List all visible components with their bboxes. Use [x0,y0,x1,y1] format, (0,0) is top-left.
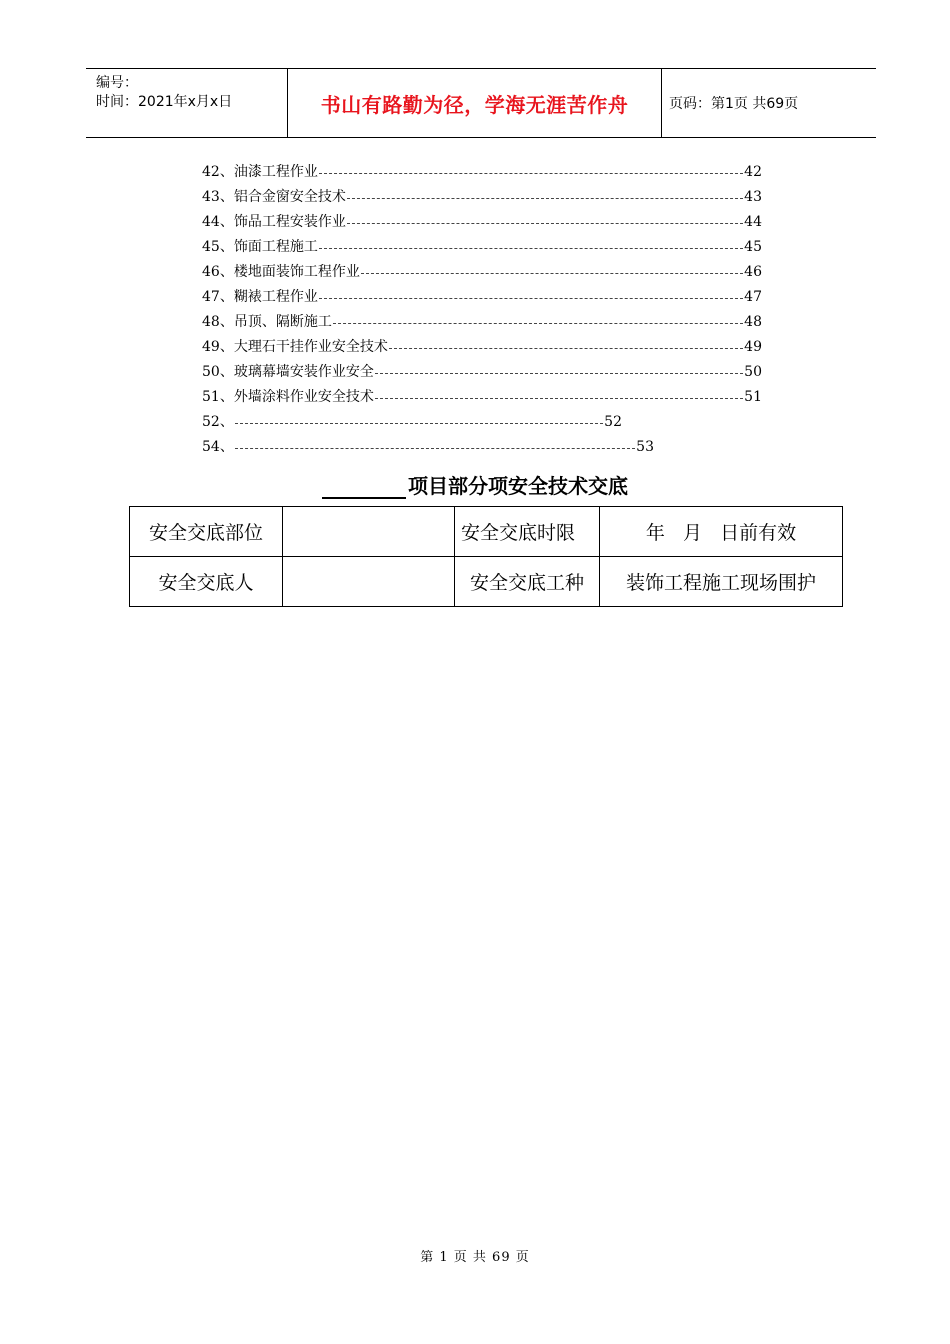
toc-title: 50、玻璃幕墙安装作业安全 [202,364,374,380]
toc-page: 50 [744,364,762,380]
toc-title: 42、油漆工程作业 [202,164,318,180]
toc-leader [319,248,743,249]
toc-title: 43、铝合金窗安全技术 [202,189,346,205]
project-name-blank [322,477,406,499]
toc-leader [333,323,743,324]
toc-page: 45 [744,239,762,255]
toc-page: 49 [744,339,762,355]
toc-title: 51、外墙涂料作业安全技术 [202,389,374,405]
toc-leader [319,298,743,299]
table-cell: 安全交底人 [130,557,283,607]
toc-leader [375,373,743,374]
toc-item [202,435,654,460]
toc-item [202,360,762,385]
toc-leader [375,398,743,399]
table-cell [283,557,455,607]
table-row [130,507,843,557]
table-of-contents [202,160,762,460]
toc-item [202,210,762,235]
toc-item [202,185,762,210]
table-cell: 年 月 日前有效 [600,507,843,557]
page-header [86,68,876,138]
toc-leader [347,198,743,199]
page-footer: 第 1 页 共 69 页 [420,1250,530,1265]
table-cell: 安全交底工种 [455,557,600,607]
toc-page: 43 [744,189,762,205]
toc-leader [319,173,743,174]
header-page-info: 页码：第1页 共69页 [669,96,799,112]
toc-leader [361,273,743,274]
section-title-text: 项目部分项安全技术交底 [408,474,628,498]
toc-page: 52 [604,414,622,430]
toc-item [202,260,762,285]
toc-leader [235,448,635,449]
toc-title: 48、吊顶、隔断施工 [202,314,332,330]
toc-title: 44、饰品工程安装作业 [202,214,346,230]
toc-page: 47 [744,289,762,305]
toc-leader [347,223,743,224]
table-cell [283,507,455,557]
toc-title: 52、 [202,414,234,430]
toc-page: 42 [744,164,762,180]
table-cell: 装饰工程施工现场围护 [600,557,843,607]
toc-item [202,235,762,260]
toc-title: 49、大理石干挂作业安全技术 [202,339,388,355]
toc-item [202,335,762,360]
toc-page: 44 [744,214,762,230]
table-cell: 安全交底部位 [130,507,283,557]
toc-item [202,310,762,335]
toc-page: 46 [744,264,762,280]
disclosure-info-table [129,506,843,607]
toc-item [202,160,762,185]
toc-page: 48 [744,314,762,330]
header-motto: 书山有路勤为径，学海无涯苦作舟 [287,69,662,137]
toc-leader [389,348,743,349]
toc-title: 47、糊裱工程作业 [202,289,318,305]
toc-page: 53 [636,439,654,455]
toc-item [202,385,762,410]
number-label: 编号： [96,75,138,91]
toc-title: 45、饰面工程施工 [202,239,318,255]
table-cell: 安全交底时限 [455,507,600,557]
table-row [130,557,843,607]
time-label: 时间：2021年x月x日 [96,94,233,110]
header-left [86,69,286,137]
toc-item [202,285,762,310]
toc-item [202,410,622,435]
toc-page: 51 [744,389,762,405]
toc-leader [235,423,603,424]
toc-title: 46、楼地面装饰工程作业 [202,264,360,280]
section-title [0,470,950,499]
toc-title: 54、 [202,439,234,455]
